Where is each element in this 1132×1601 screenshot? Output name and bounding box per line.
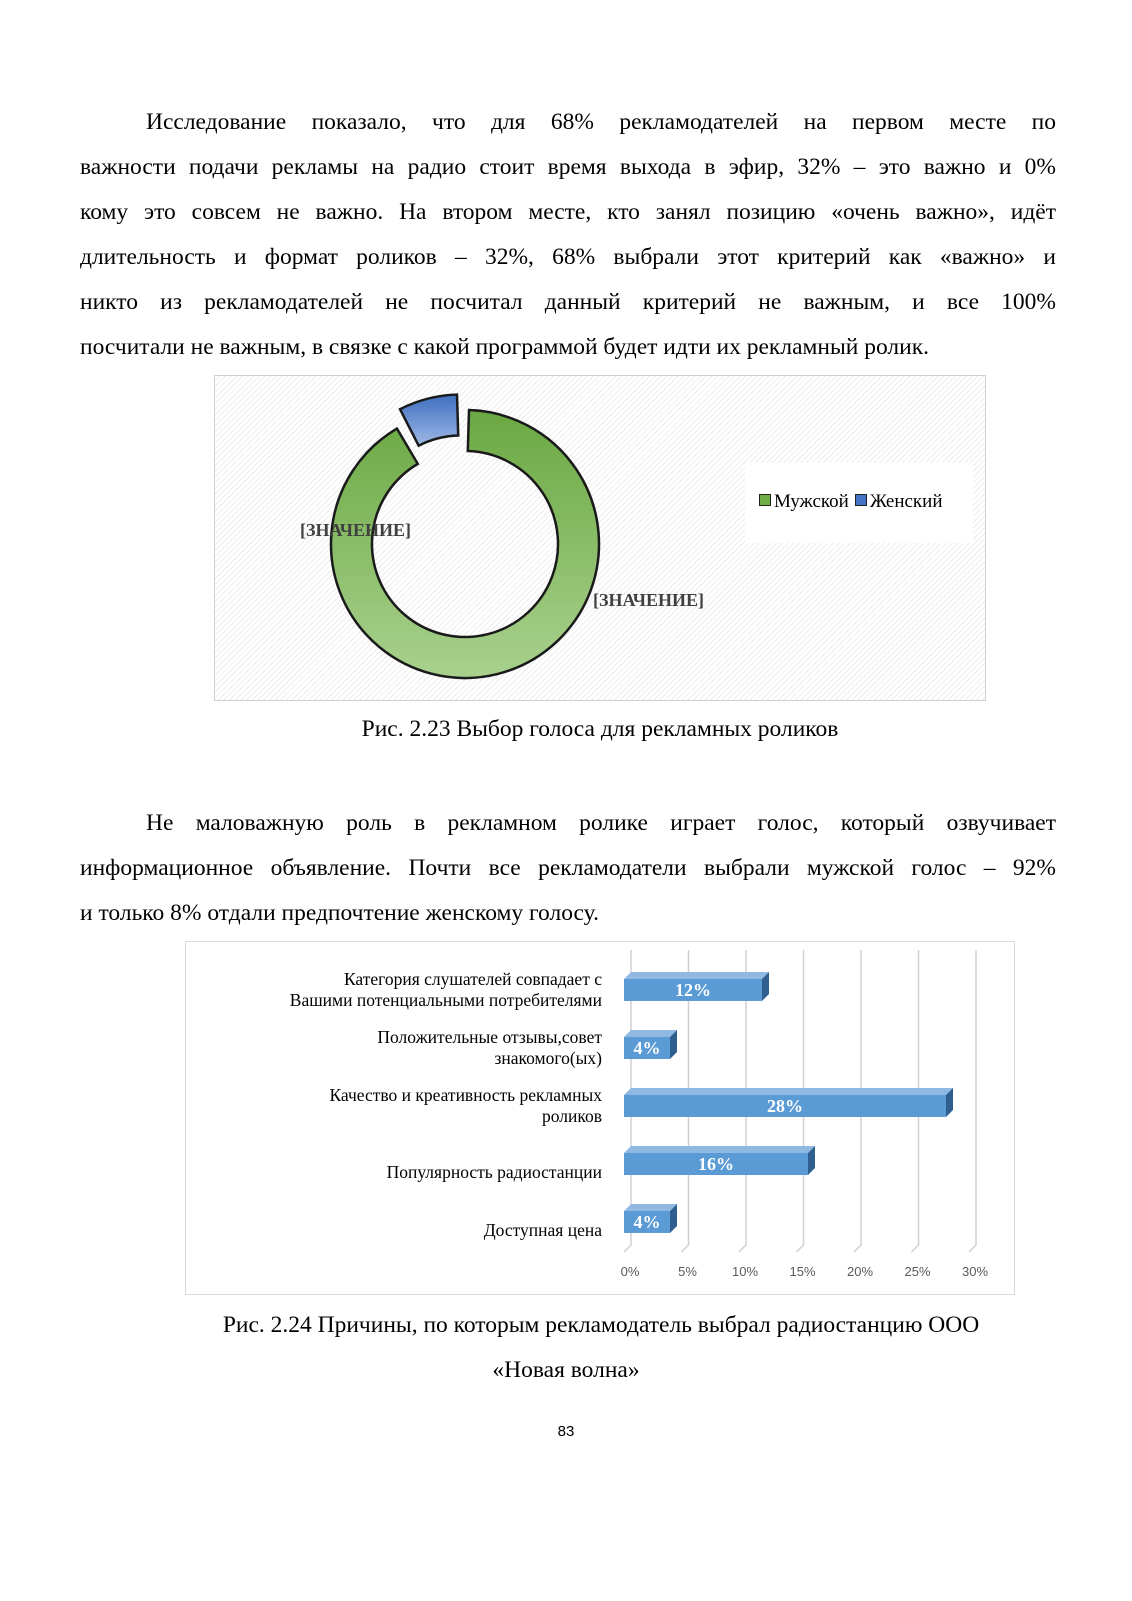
page-number: 83 bbox=[557, 1423, 575, 1440]
chart-legend bbox=[745, 463, 973, 543]
paragraph2-line: и только 8% отдали предпочтение женскому голосу. bbox=[80, 900, 599, 926]
bar-top-face bbox=[624, 1146, 815, 1153]
x-tick-label: 25% bbox=[904, 1264, 931, 1279]
x-tick-label: 30% bbox=[961, 1264, 989, 1279]
bar-top-face bbox=[624, 972, 769, 979]
legend-label: Женский bbox=[869, 491, 943, 512]
donut-slice-female bbox=[400, 395, 458, 446]
donut-data-label: [ЗНАЧЕНИЕ] bbox=[593, 590, 704, 610]
category-label-line: Популярность радиостанции bbox=[386, 1161, 602, 1182]
legend-swatch bbox=[759, 494, 771, 506]
bar-top-face bbox=[624, 1088, 953, 1095]
paragraph1-line: длительность и формат роликов – 32%, 68% выбрали этот критерий как «важно» и bbox=[80, 244, 1056, 270]
x-tick-label: 0% bbox=[620, 1264, 640, 1279]
x-tick-label: 10% bbox=[731, 1264, 759, 1279]
paragraph1-line: никто из рекламодателей не посчитал данный критерий не важным, и все 100% bbox=[80, 289, 1056, 315]
figure-2-caption-line-1: Рис. 2.24 Причины, по которым рекламодатель выбрал радиостанцию ООО bbox=[222, 1312, 980, 1338]
donut-data-label: [ЗНАЧЕНИЕ] bbox=[300, 520, 411, 540]
paragraph-2 bbox=[80, 801, 1056, 936]
x-tick-label: 5% bbox=[678, 1264, 697, 1279]
paragraph1-line: важности подачи рекламы на радио стоит время выхода в эфир, 32% – это важно и 0% bbox=[80, 154, 1056, 180]
donut-chart bbox=[214, 375, 986, 701]
category-label-line: Качество и креативность рекламных bbox=[329, 1085, 602, 1105]
bar-chart-svg bbox=[186, 942, 1016, 1296]
bar-data-label: 12% bbox=[675, 980, 711, 1000]
legend-item bbox=[759, 491, 849, 512]
paragraph1-line: посчитали не важным, в связке с какой программой будет идти их рекламный ролик. bbox=[80, 334, 929, 360]
legend-label: Мужской bbox=[774, 491, 849, 512]
figure-1-caption: Рис. 2.23 Выбор голоса для рекламных роликов bbox=[361, 716, 839, 742]
category-label-line: Вашими потенциальными потребителями bbox=[289, 990, 602, 1010]
x-tick-label: 15% bbox=[789, 1264, 816, 1279]
x-tick-label: 20% bbox=[846, 1264, 874, 1279]
legend-item bbox=[855, 491, 943, 512]
bar-data-label: 16% bbox=[698, 1154, 734, 1174]
category-label-line: знакомого(ых) bbox=[494, 1048, 602, 1068]
category-label-line: роликов bbox=[542, 1106, 602, 1126]
donut-slice-male bbox=[331, 410, 599, 678]
category-label-line: Положительные отзывы,совет bbox=[377, 1027, 602, 1047]
bar-chart bbox=[185, 941, 1015, 1295]
paragraph1-line: Исследование показало, что для 68% рекламодателей на первом месте по bbox=[146, 109, 1056, 135]
paragraph1-line: кому это совсем не важно. На втором месте, кто занял позицию «очень важно», идёт bbox=[80, 199, 1056, 225]
paragraph-1 bbox=[80, 100, 1056, 370]
bar-data-label: 28% bbox=[767, 1096, 803, 1116]
paragraph2-line: Не маловажную роль в рекламном ролике играет голос, который озвучивает bbox=[146, 810, 1056, 836]
gridline bbox=[969, 950, 976, 1252]
bar-data-label: 4% bbox=[633, 1038, 661, 1058]
category-label-line: Категория слушателей совпадает с bbox=[343, 969, 602, 989]
category-label-line: Доступная цена bbox=[483, 1219, 602, 1240]
paragraph2-line: информационное объявление. Почти все рекламодатели выбрали мужской голос – 92% bbox=[80, 855, 1056, 881]
bar-data-label: 4% bbox=[633, 1212, 661, 1232]
bar-top-face bbox=[624, 1030, 677, 1037]
legend-swatch bbox=[855, 494, 867, 506]
figure-2-caption-line-2: «Новая волна» bbox=[492, 1357, 640, 1383]
bar-top-face bbox=[624, 1204, 677, 1211]
